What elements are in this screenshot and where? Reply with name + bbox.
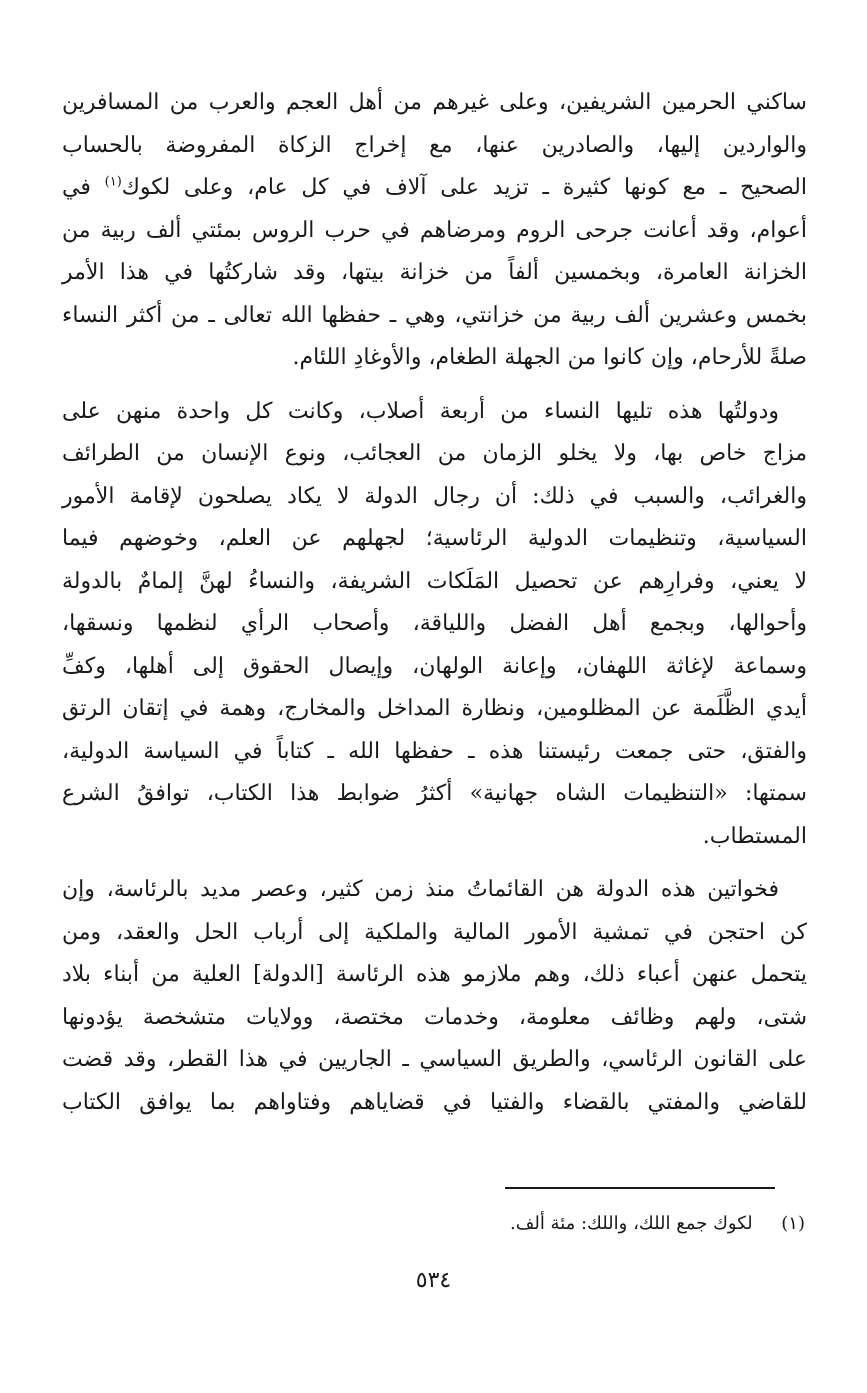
text-segment: الصحيح ـ مع كونها كثيرة ـ تزيد على آلاف في كل عام، وعلى لكوك [121,175,807,200]
text-line: صلةً للأرحام، وإن كانوا من الجهلة الطغام، والأوغادِ اللئام. [292,345,807,370]
page-number: ٥٣٤ [415,1268,452,1293]
text-line: للقاضي والمفتي بالقضاء والفتيا في قضاياهم وفتاواهم بما يوافق الكتاب [62,1089,807,1115]
text-segment: في [62,175,105,200]
text-line: يتحمل عنهن أعباء ذلك، وهم ملازمو هذه الرئاسة [الدولة] العلية من أبناء بلاد [62,962,807,987]
text-line: كن احتجن في تمشية الأمور المالية والملكية إلى أرباب الحل والعقد، ومن [62,919,807,945]
text-line: بخمس وعشرين ألف ربية من خزانتي، وهي ـ حفظها الله تعالى ـ من أكثر النساء [62,302,807,328]
text-line: مزاج خاص بها، ولا يخلو الزمان من العجائب، ونوع الإنسان من الطرائف [62,441,807,466]
page-body [62,82,807,1124]
text-line: ساكني الحرمين الشريفين، وعلى غيرهم من أهل العجم والعرب من المسافرين [62,90,807,115]
paragraph-2 [62,391,807,859]
text-line: الخزانة العامرة، وبخمسين ألفاً من خزانة بيتها، وقد شاركتُها في هذا الأمر [62,260,807,285]
footnote-marker: (١) [781,1213,805,1234]
text-line: سمتها: «التنظيمات الشاه جهانية» أكثرُ ضوابط هذا الكتاب، توافقُ الشرع [62,781,807,806]
paragraph-3 [62,869,807,1124]
footnote-separator [505,1187,775,1189]
paragraph-1 [62,82,807,380]
text-line: وسماعة لإغاثة اللهفان، وإعانة الولهان، وإيصال الحقوق إلى أهلها، وكفِّ [62,653,807,679]
text-line: والفتق، حتى جمعت رئيستنا هذه ـ حفظها الله ـ كتاباً في السياسة الدولية، [62,738,807,764]
text-line: لا يعني، وفرارِهم عن تحصيل المَلَكات الشريفة، والنساءُ لهنَّ إلمامٌ بالدولة [62,568,807,594]
text-line: ودولتُها هذه تليها النساء من أربعة أصلاب، وكانت كل واحدة منهن على [62,398,779,424]
text-line: وأحوالها، وبجمع أهل الفضل واللياقة، وأصحاب الرأي لنظمها ونسقها، [62,611,807,636]
footnote [60,1210,805,1238]
footnote-text: لكوك جمع اللك، واللك: مئة ألف. [509,1213,753,1234]
text-line: السياسية، وتنظيمات الدولية الرئاسية؛ لجهلهم عن العلم، وخوضهم فيما [62,526,807,551]
footnote-reference[interactable]: (١) [104,174,122,190]
text-line: والواردين إليها، والصادرين عنها، مع إخراج الزكاة المفروضة بالحساب [62,132,807,158]
text-line: شتى، ولهم وظائف معلومة، وخدمات مختصة، وولايات متشخصة يؤدونها [62,1004,807,1030]
text-line [62,167,807,210]
text-line: المستطاب. [702,823,807,849]
text-line: أعوام، وقد أعانت جرحى الروم ومرضاهم في حرب الروس بمئتي ألف ربية من [62,217,807,243]
text-line: فخواتين هذه الدولة هن القائماتُ منذ زمن كثير، وعصر مديد بالرئاسة، وإن [62,877,779,902]
text-line: والغرائب، والسبب في ذلك: أن رجال الدولة لا يكاد يصلحون لإقامة الأمور [62,483,807,509]
text-line: على القانون الرئاسي، والطريق السياسي ـ الجاريين في هذا القطر، وقد قضت [62,1047,807,1072]
text-line: أيدي الظَّلَمة عن المظلومين، ونظارة المداخل والمخارج، وهمة في إتقان الرتق [62,696,807,721]
